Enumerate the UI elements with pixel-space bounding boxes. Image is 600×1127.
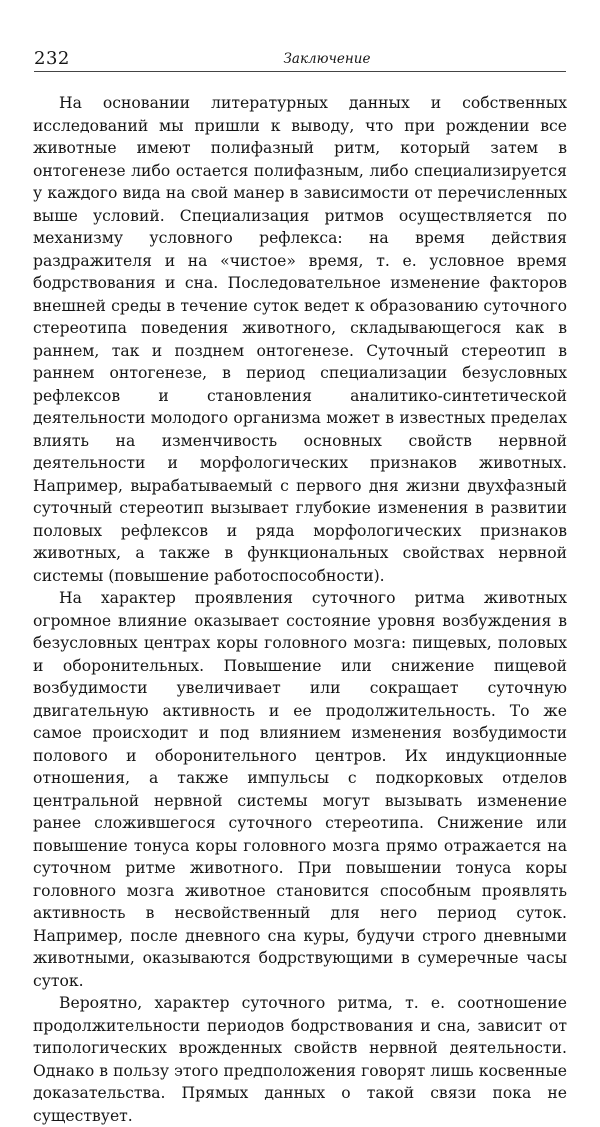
page-header [34,48,566,72]
paragraph: На основании литературных данных и собственных исследований мы пришли к выводу, что при рождении все животные имеют полифазный ритм, который затем в онтогенезе либо остается полифазным, либо специализируется у каждого вида на свой манер в зависимости от перечисленных выше условий. Специализация ритмов осуществляется по механизму условного рефлекса: на время действия раздражителя и на «чистое» время, т. е. условное время бодрствования и сна. Последовательное изменение факторов внешней среды в течение суток ведет к образованию суточного стереотипа поведения животного, складывающегося как в раннем, так и позднем онтогенезе. Суточный стереотип в раннем онтогенезе, в период специализации безусловных рефлексов и становления аналитико-синтетической деятельности молодого организма может в известных пределах влиять на изменчивость основных свойств нервной деятельности и морфологических признаков животных. Например, вырабатываемый с первого дня жизни двухфазный суточный стереотип вызывает глубокие изменения в развитии половых рефлексов и ряда морфологических признаков животных, а также в функциональных свойствах нервной системы (повышение работоспособности). [33,94,567,585]
header-rule [34,71,566,72]
running-title: Заключение [283,51,371,67]
main-text [33,92,567,1127]
page-number: 232 [34,48,70,69]
paragraph: Вероятно, характер суточного ритма, т. е. соотношение продолжительности периодов бодрствования и сна, зависит от типологических врожденных свойств нервной деятельности. Однако в пользу этого предположения говорят лишь косвенные доказательства. Прямых данных о такой связи пока не существует. [33,994,567,1125]
paragraph: На характер проявления суточного ритма животных огромное влияние оказывает состояние уровня возбуждения в безусловных центрах коры головного мозга: пищевых, половых и оборонительных. Повышение или снижение пищевой возбудимости увеличивает или сокращает суточную двигательную активность и ее продолжительность. То же самое происходит и под влиянием изменения возбудимости полового и оборонительного центров. Их индукционные отношения, а также импульсы с подкорковых отделов центральной нервной системы могут вызывать изменение ранее сложившегося суточного стереотипа. Снижение или повышение тонуса коры головного мозга прямо отражается на суточном ритме животного. При повышении тонуса коры головного мозга животное становится способным проявлять активность в несвойственный для него период суток. Например, после дневного сна куры, будучи строго дневными животными, оказываются бодрствующими в сумеречные часы суток. [33,589,567,990]
